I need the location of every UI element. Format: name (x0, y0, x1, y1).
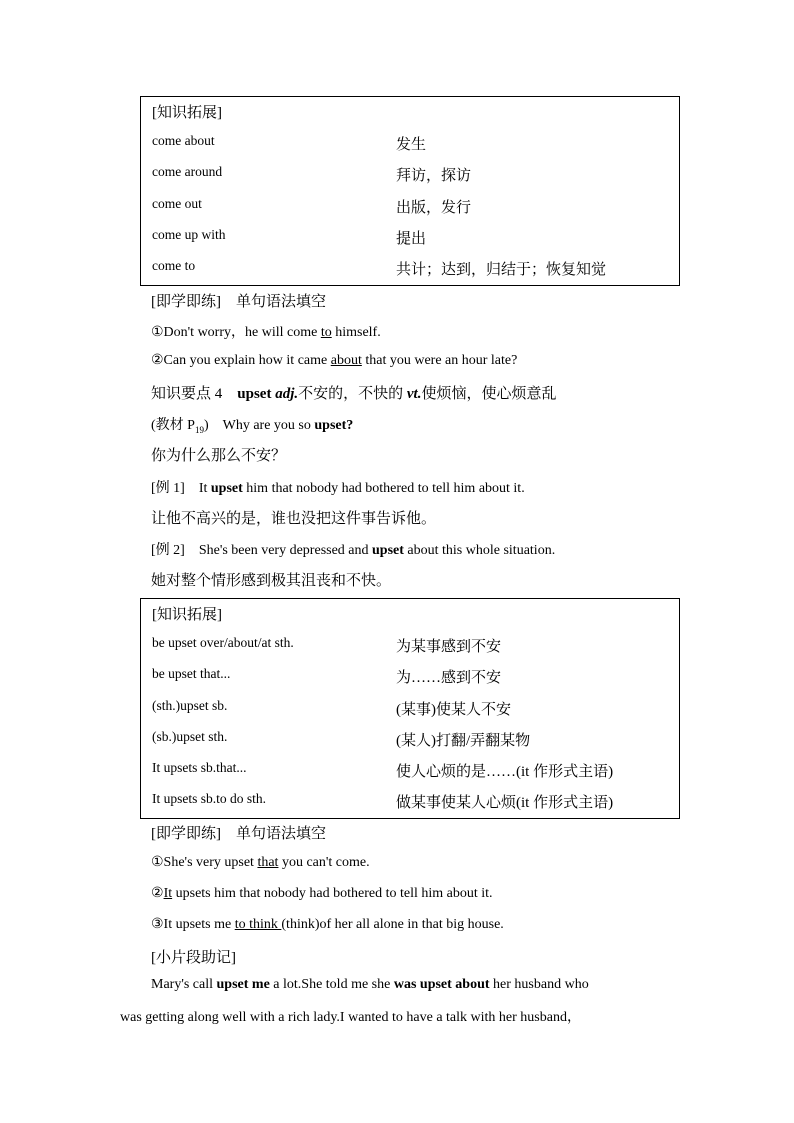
page-subscript: 19 (194, 424, 204, 435)
phrase-zh: (某事)使某人不安 (396, 702, 511, 718)
box-title: [知识拓展] (152, 607, 222, 623)
answer-blank: to (320, 325, 332, 340)
keyword: upset me (216, 977, 270, 992)
memo-heading: [小片段助记] (151, 950, 236, 966)
knowledge-point-heading (151, 382, 556, 403)
passage-text: her husband who (489, 977, 589, 992)
phrase-en: (sb.)upset sth. (152, 729, 228, 744)
textbook-sentence (151, 414, 353, 435)
phrase-zh: (某人)打翻/弄翻某物 (396, 733, 531, 749)
phrase-en: come about (152, 133, 215, 148)
phrase-en: It upsets sb.that... (152, 760, 247, 775)
example-text: him that nobody had bothered to tell him about it. (242, 481, 525, 496)
keyword: upset (372, 543, 404, 558)
knowledge-row (141, 133, 681, 153)
question-text: ② (151, 886, 164, 901)
phrase-zh: 出版，发行 (396, 200, 472, 216)
answer-blank: to think (234, 917, 282, 932)
memo-paragraph-line-1 (151, 977, 671, 993)
phrase-en: come to (152, 258, 196, 273)
meaning: 使烦恼，使心烦意乱 (421, 386, 557, 402)
knowledge-row (141, 666, 681, 686)
knowledge-box-1 (140, 96, 680, 286)
practice-heading: [即学即练] 单句语法填空 (151, 826, 326, 842)
question-text: that you were an hour late? (361, 353, 518, 368)
practice-question-2 (151, 352, 517, 369)
phrase-en: come out (152, 196, 202, 211)
knowledge-row (141, 760, 681, 780)
phrase-en: come around (152, 164, 223, 179)
example-text: [例 1] It (151, 481, 211, 496)
practice-question-2 (151, 885, 493, 902)
phrase-en: be upset that... (152, 666, 231, 681)
question-text: ③It upsets me (151, 917, 235, 932)
knowledge-row (141, 258, 681, 278)
phrase-zh: 为……感到不安 (396, 670, 502, 686)
point-label: 知识要点 4 (151, 386, 238, 402)
phrase-en: come up with (152, 227, 226, 242)
knowledge-row (141, 196, 681, 216)
question-text: ①She's very upset (151, 855, 258, 870)
question-text: you can't come. (278, 855, 370, 870)
question-text: (think)of her all alone in that big house. (281, 917, 504, 932)
answer-blank: It (163, 886, 173, 901)
phrase-zh: 拜访，探访 (396, 168, 472, 184)
textbook-translation: 你为什么那么不安？ (151, 448, 287, 464)
question-text: ①Don't worry，he will come (151, 325, 321, 340)
phrase-zh: 提出 (396, 231, 427, 247)
passage-text: a lot.She told me she (269, 977, 394, 992)
keyword: upset? (314, 418, 354, 433)
keyword: upset (210, 481, 243, 496)
example-2 (151, 539, 555, 559)
phrase-zh: 为某事感到不安 (396, 639, 502, 655)
point-word: upset (237, 386, 272, 402)
practice-question-1 (151, 321, 381, 341)
phrase-zh: 共计；达到，归结于；恢复知觉 (396, 262, 607, 278)
answer-blank: that (257, 855, 279, 870)
example-text: [例 2] She's been very depressed and (151, 543, 373, 558)
part-of-speech: vt. (406, 386, 422, 402)
practice-question-1 (151, 854, 370, 871)
phrase-en: be upset over/about/at sth. (152, 635, 294, 650)
keyword: was upset about (393, 977, 490, 992)
question-text: upsets him that nobody had bothered to tell him about it. (172, 886, 493, 901)
example-2-translation: 她对整个情形感到极其沮丧和不快。 (151, 573, 392, 589)
answer-blank: about (330, 353, 362, 368)
knowledge-row (141, 227, 681, 247)
example-text: about this whole situation. (403, 543, 556, 558)
source-label: (教材 P (151, 418, 195, 433)
box-title: [知识拓展] (152, 105, 222, 121)
sentence-text: ) Why are you so (203, 418, 315, 433)
phrase-en: (sth.)upset sb. (152, 698, 228, 713)
phrase-zh: 使人心烦的是……(it 作形式主语) (396, 764, 614, 780)
phrase-en: It upsets sb.to do sth. (152, 791, 267, 806)
memo-paragraph-line-2: was getting along well with a rich lady.I wanted to have a talk with her husband， (120, 1010, 581, 1025)
meaning: 不安的，不快的 (298, 386, 407, 402)
question-text: himself. (331, 325, 381, 340)
phrase-zh: 发生 (396, 137, 427, 153)
practice-question-3 (151, 916, 504, 933)
knowledge-row (141, 635, 681, 655)
passage-text: Mary's call (151, 977, 217, 992)
example-1 (151, 477, 525, 497)
question-text: ②Can you explain how it came (151, 353, 331, 368)
knowledge-row (141, 791, 681, 811)
practice-heading: [即学即练] 单句语法填空 (151, 294, 326, 310)
part-of-speech: adj. (271, 386, 299, 402)
example-1-translation: 让他不高兴的是，谁也没把这件事告诉他。 (151, 511, 437, 527)
phrase-zh: 做某事使某人心烦(it 作形式主语) (396, 795, 614, 811)
knowledge-box-2 (140, 598, 680, 819)
knowledge-row (141, 729, 681, 749)
knowledge-row (141, 698, 681, 718)
knowledge-row (141, 164, 681, 184)
